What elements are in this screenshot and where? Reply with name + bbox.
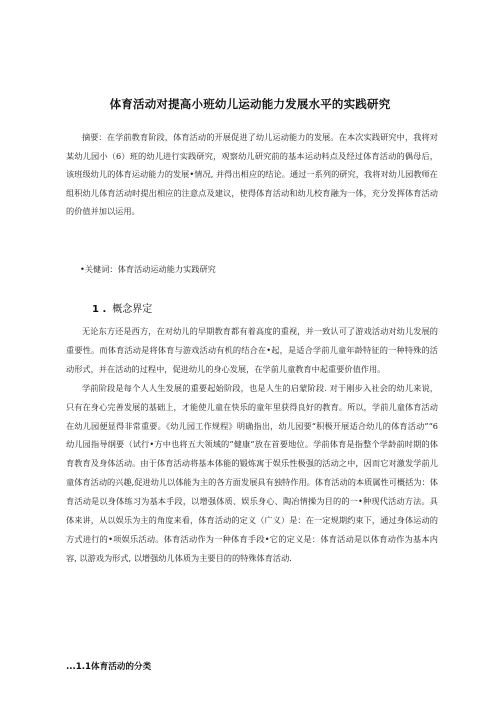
body-paragraph: 无论东方还是西方，在对幼儿的早期教育都有着高度的重视，并一致认可了游戏活动对幼儿发展的重要性。而体育活动是将体育与游戏活动有机的结合在•起，是适合学前儿童年龄特征的一种特殊的活动形式，并在活动的过程中，促进幼儿的身心发展，在学前儿童教育中起重要价值作用。: [66, 326, 438, 374]
section-number: 1 .: [92, 304, 107, 315]
body-paragraph: 学前阶段是每个人人生发展的重要起始阶段，也是人生的启蒙阶段. 对于刚步入社会的幼儿来说，只有在身心完善发展的基础上，才能使儿童在快乐的童年里获得良好的教育。所以，学前儿童体育活动在幼儿园便显得非常重要。《幼儿园工作规程》明确指出，幼儿园要“积极开展适合幼儿的体育活动”“6幼儿园指导纲要（试行•方中也将五大领域的“健康”放在首要地位。学前体育是指整个学龄前时期的体育教育及身体活动。由于体育活动将基本体能的锻炼寓于娱乐性极强的活动之中，因而它对激发学前儿童体育活动的兴趣,促进幼儿以体能为主的各方面发展具有独特作用。体育活动的本质属性可概括为：体育活动是以身体练习为基本手段，以增强体质、娱乐身心、陶冶情操为目的的一•种现代活动方法。具体来讲，从以娱乐为主的角度来看，体育活动的定义（广义）是：在一定规期约束下，通过身体运动的方式进行的•项娱乐活动。体育活动作为一种体育手段•它的定义是：体育活动是以体育动作为基本内容, 以游戏为形式, 以增强幼儿体质为主要目的的特殊体育活动.: [66, 382, 438, 563]
section-body: [66, 322, 438, 568]
section-heading: [92, 303, 152, 317]
keywords-line: •关健词：体育活动运动能力实践研究: [80, 264, 216, 274]
subsection-heading: ...1.1体育活动的分类: [66, 662, 152, 672]
section-title: 概念界定: [112, 304, 153, 315]
document-title: 体育活动对提高小班幼儿运动能力发展水平的实践研究: [109, 97, 391, 111]
abstract-paragraph: 摘要：在学前教育阶段，体育活动的开展促进了幼儿运动能力的发展。在本次实践研究中，我将对某幼儿园小（6）班的幼儿进行实践研究，观察幼儿研究前的基本运动料点及经过体育活动的偶母后，该班级幼儿的体育运动能力的发展•情况, 并得出相应的结论。通过一系列的研究，我将对幼儿园教师在组积幼儿体育活动时提出相应的注意点及建议，使得体育活动和幼儿校育融为一体，充分发挥体育活动的价值并加以运用。: [66, 132, 438, 217]
